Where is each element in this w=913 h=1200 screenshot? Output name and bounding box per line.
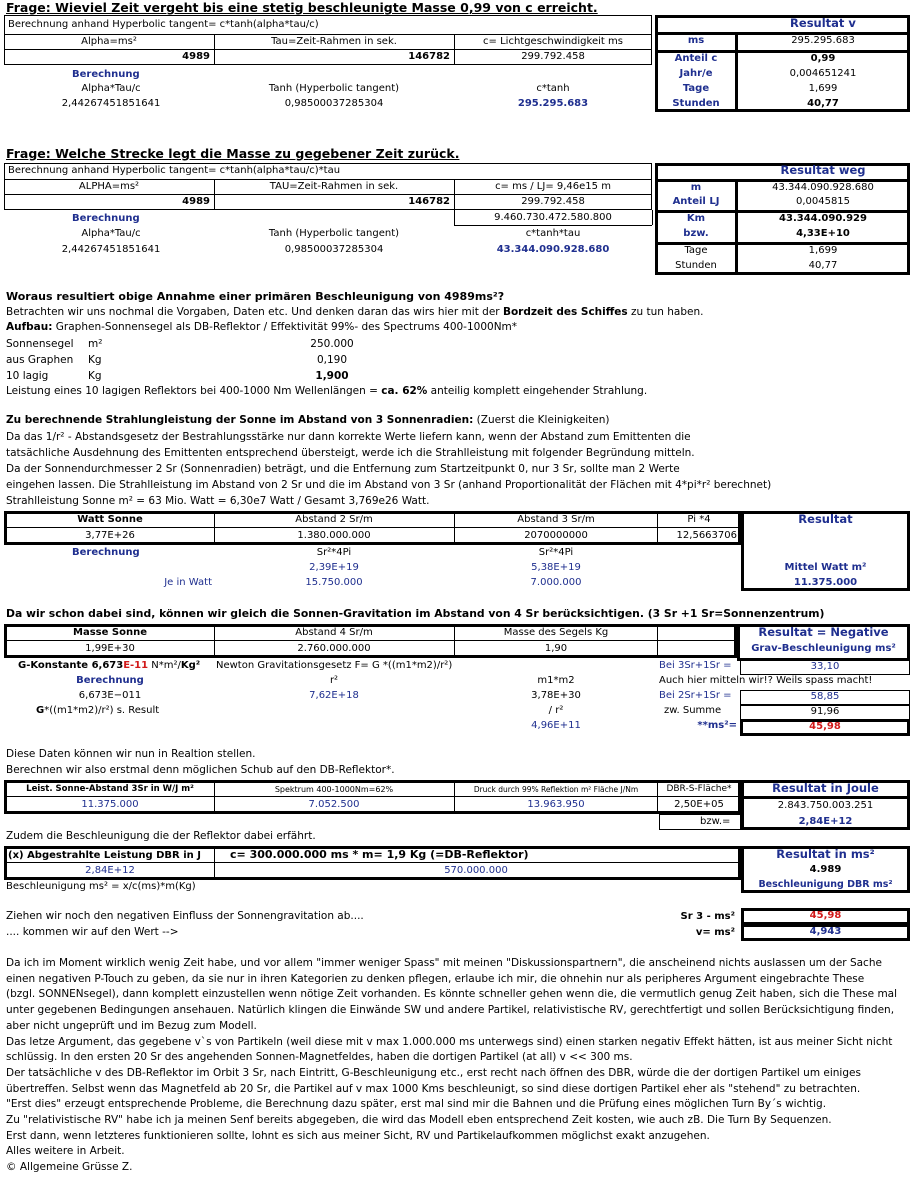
value-abstand-3sr: 2070000000 <box>524 530 588 541</box>
closing-signature: © Allgemeine Grüsse Z. <box>6 1161 133 1174</box>
berechnung-label: Berechnung <box>76 675 144 686</box>
value-abgestrahlt: 2,84E+12 <box>85 865 135 876</box>
intro-text-bordzeit: Bordzeit des Schiffes <box>502 306 628 318</box>
label-tanh: Tanh (Hyperbolic tangent) <box>268 228 400 239</box>
berechnung-label: Berechnung <box>72 69 140 80</box>
reflector-text-c: anteilig komplett eingehender Strahlung. <box>427 385 648 397</box>
value-c: 299.792.458 <box>521 196 585 207</box>
closing-line: aber nicht ungeprüft und im Bezug zum Modell. <box>6 1019 257 1032</box>
divider <box>657 511 658 545</box>
radiation-text: Da das 1/r² - Abstandsgesetz der Bestrahlungsstärke nur dann korrekte Werte liefern kann, wenn der Abstand zum Emittenten die <box>6 431 691 443</box>
result-velocity-title: Resultat v <box>790 17 856 30</box>
header-watt-sonne: Watt Sonne <box>77 514 143 525</box>
header-c: c= Lichtgeschwindigkeit ms <box>483 36 623 47</box>
value-g: 6,673E−011 <box>78 690 142 701</box>
radiation-text: eingehen lassen. Die Strahlleistung im Abstand von 2 Sr und die im Abstand von 3 Sr (anhand Proportionalität der Flächen mit 4*pi*r² berechnet) <box>6 479 772 491</box>
divider <box>214 34 215 65</box>
value-sr2-4pi: 2,39E+19 <box>309 562 359 573</box>
aufbau-label: Aufbau: <box>6 321 53 333</box>
question-acceleration: Woraus resultiert obige Annahme einer primären Beschleunigung von 4989ms²? <box>6 290 505 303</box>
result-label-jahre: Jahr/e <box>679 68 713 79</box>
value-sr3-4pi: 5,38E+19 <box>531 562 581 573</box>
sail-row-unit: Kg <box>88 354 102 366</box>
result-label-anteil: Anteil c <box>674 53 718 64</box>
divider <box>454 179 455 225</box>
value-m1m2: 3,78E+30 <box>531 690 581 701</box>
bei-3sr-label: Bei 3Sr+1Sr = <box>659 660 732 671</box>
joule-result-value: 2.843.750.003.251 <box>777 800 874 811</box>
divider <box>454 624 455 658</box>
header-alpha: ALPHA=ms² <box>78 181 140 192</box>
closing-line: (bzgl. SONNENsegel), dann komplett einzustellen wenn nötige Zeit vorhanden. Es könnte schneller gehen wenn die, die vermutlich genug Zeit haben, sich die These mal <box>6 988 898 1001</box>
closing-line: Da ich im Moment wirklich wenig Zeit habe, und vor allem "immer weniger Spass" mit meinen "Diskussionspartnern", die anscheinend nichts auslassen um der Sache <box>6 957 882 969</box>
header-pi4: Pi *4 <box>687 514 711 525</box>
sail-row-value: 0,190 <box>316 354 348 366</box>
g-constant-kg: Kg² <box>180 660 201 671</box>
mittel-label: Mittel Watt m² <box>784 562 867 573</box>
beschleunigung-dbr-label: Beschleunigung DBR ms² <box>758 879 893 890</box>
divider <box>735 32 738 112</box>
g-constant-unit: N*m²/ <box>148 660 181 671</box>
header-c-mass: c= 300.000.000 ms * m= 1,9 Kg (=DB-Reflektor) <box>230 848 529 861</box>
header-abstand-4sr: Abstand 4 Sr/m <box>295 627 373 638</box>
gravitation-result-title: Resultat = Negative <box>758 626 889 639</box>
label-ctanh: c*tanh <box>536 83 570 94</box>
result-value-tage: 1,699 <box>808 245 838 256</box>
header-abstand-3sr: Abstand 3 Sr/m <box>517 514 595 525</box>
vms-label: v= ms² <box>695 927 735 938</box>
divider <box>4 527 741 528</box>
bzw-value: 2,84E+12 <box>798 816 853 827</box>
result-label-bzw: bzw. <box>683 228 709 239</box>
formula-label: Berechnung anhand Hyperbolic tangent= c*tanh(alpha*tau/c) <box>8 19 319 30</box>
section-radiation <box>0 414 913 594</box>
value-alpha: 4989 <box>182 51 210 62</box>
ms2-result-value: 4.989 <box>809 864 842 875</box>
g-constant-exp: E-11 <box>123 660 149 671</box>
value-druck: 13.963.950 <box>527 799 585 810</box>
value-alpha: 4989 <box>182 196 210 207</box>
header-tau: TAU=Zeit-Rahmen in sek. <box>269 181 399 192</box>
bei-3sr-value: 33,10 <box>810 661 840 672</box>
closing-line: einen negativen P-Touch zu geben, da sie nur in ihren Kategorien zu denken pflegen, erlaube ich mir, die ohnehin nur als peripheres Argument eingebrachte These <box>6 972 865 985</box>
sr3-value: 45,98 <box>809 910 842 921</box>
header-leistung: Leist. Sonne-Abstand 3Sr in W/J m² <box>26 784 194 794</box>
berechnung-label: Berechnung <box>72 213 140 224</box>
header-tau: Tau=Zeit-Rahmen in sek. <box>271 36 397 47</box>
label-sr3-4pi: Sr²*4Pi <box>538 547 574 558</box>
question-radiation-note: (Zuerst die Kleinigkeiten) <box>473 414 610 426</box>
result-value-stunden: 40,77 <box>807 98 839 109</box>
section-gravitation <box>0 608 913 738</box>
label-sr2-4pi: Sr²*4Pi <box>316 547 352 558</box>
bei-2sr-label: Bei 2Sr+1Sr = <box>659 690 732 701</box>
divider <box>4 640 737 641</box>
question-gravitation: Da wir schon dabei sind, können wir gleich die Sonnen-Gravitation im Abstand von 4 Sr berücksichtigen. (3 Sr +1 Sr=Sonnenzentrum) <box>6 607 825 620</box>
zw-summe-label: zw. Summe <box>664 705 722 716</box>
value-abstand-4sr: 2.760.000.000 <box>297 643 371 654</box>
gravitation-result-subtitle: Grav-Beschleunigung ms² <box>751 643 896 654</box>
value-c-mass: 570.000.000 <box>444 865 508 876</box>
berechnung-label: Berechnung <box>72 547 140 558</box>
divider <box>214 780 215 814</box>
value-watt-3sr: 7.000.000 <box>530 577 582 588</box>
value-leistung: 11.375.000 <box>81 799 139 810</box>
result-label-stunden: Stunden <box>675 260 717 271</box>
joule-result-title: Resultat in Joule <box>772 782 879 795</box>
radiation-text: Da der Sonnendurchmesser 2 Sr (Sonnenradien) beträgt, und die Entfernung zum Startzeitpunkt 0, nur 3 Sr, sollte man 2 Werte <box>6 463 680 475</box>
zudem-text: Zudem die Beschleunigung die der Reflektor dabei erfährt. <box>6 830 316 842</box>
intro-text-a: Betrachten wir uns nochmal die Vorgaben, Daten etc. Und denken daran das wirs hier mit der <box>6 306 503 318</box>
sr3-label: Sr 3 - ms² <box>680 911 735 922</box>
value-c: 299.792.458 <box>521 51 585 62</box>
value-r2: 7,62E+18 <box>309 690 359 701</box>
header-c-lj: c= ms / LJ= 9,46e15 m <box>495 181 611 192</box>
sail-row-label: aus Graphen <box>6 354 74 366</box>
question-velocity: Frage: Wieviel Zeit vergeht bis eine stetig beschleunigte Masse 0,99 von c erreicht. <box>6 0 598 15</box>
ms2-result-title: Resultat in ms² <box>776 848 875 861</box>
bzw-label: bzw.= <box>700 816 731 827</box>
result-value-tage: 1,699 <box>808 83 838 94</box>
value-watt-sonne: 3,77E+26 <box>85 530 135 541</box>
aufbau-line <box>6 321 517 334</box>
divider <box>214 624 215 658</box>
closing-line: Der tatsächliche v des DB-Reflektor im Orbit 3 Sr, nach Eintritt, G-Beschleunigung etc., erst recht nach öffnen des DBR, würde die der dortigen Partikel um einiges <box>6 1066 861 1079</box>
value-watt-2sr: 15.750.000 <box>305 577 363 588</box>
g-constant-text: G-Konstante 6,673 <box>18 660 124 671</box>
ms2-value: 45,98 <box>809 721 841 732</box>
value-spektrum: 7.052.500 <box>308 799 360 810</box>
divider <box>214 179 215 210</box>
sail-row-value: 1,900 <box>315 370 349 382</box>
header-abstand-2sr: Abstand 2 Sr/m <box>295 514 373 525</box>
radiation-result-title: Resultat <box>798 513 853 526</box>
divider <box>454 511 455 545</box>
divider <box>657 624 658 658</box>
result-value-m: 43.344.090.928.680 <box>772 182 874 193</box>
value-ctanh: 295.295.683 <box>517 98 589 109</box>
divider <box>214 846 215 880</box>
value-abstand-2sr: 1.380.000.000 <box>297 530 371 541</box>
value-alpha-tau: 2,44267451851641 <box>61 98 161 109</box>
g-constant-label <box>18 659 200 673</box>
header-dbr-flaeche: DBR-S-Fläche* <box>666 784 732 794</box>
reflector-text-a: Leistung eines 10 lagigen Reflektors bei 400-1000 Nm Wellenlängen = <box>6 385 382 397</box>
label-tanh: Tanh (Hyperbolic tangent) <box>268 83 400 94</box>
divider <box>454 225 652 226</box>
divider <box>454 34 455 65</box>
section-thrust <box>0 748 913 948</box>
kommen-text: .... kommen wir auf den Wert --> <box>6 926 179 938</box>
closing-line: unter gegebenen Bedingungen ansehauen. Natürlich klingen die Einwände SW und andere Partikel, relativistische RV, gerechtfertigt und sollen Berücksichtigung finden, <box>6 1004 895 1017</box>
intro-line <box>6 306 703 319</box>
radiation-text: Strahlleistung Sonne m² = 63 Mio. Watt = 6,30e7 Watt / Gesamt 3,769e26 Watt. <box>6 495 430 507</box>
divider <box>652 210 653 225</box>
closing-line: übertreffen. Selbst wenn das Magnetfeld ab 20 Sr, die Partikel auf v max 1000 Kms beschleunigt, so sind diese dortigen Partikel eher als "stehend" zu betrachten. <box>6 1082 861 1095</box>
reflector-line <box>6 385 647 398</box>
radiation-text: tatsächliche Ausdehnung des Emittenten entsprechend übersteigt, werde ich die Strahlleistung mit folgender Begründung mitteln. <box>6 447 695 459</box>
closing-line: Erst dann, wenn letzteres funktionieren sollte, lohnt es sich aus meiner Sicht, RV und Partikelaufkommen möglichst exakt anzugehen. <box>6 1129 710 1142</box>
result-value-stunden: 40,77 <box>808 260 838 271</box>
header-abgestrahlt: (x) Abgestrahlte Leistung DBR in J <box>8 850 201 861</box>
result-label-m: m <box>690 182 702 193</box>
value-dbr-flaeche: 2,50E+05 <box>674 799 724 810</box>
result-label-ms: ms <box>687 35 705 46</box>
divider <box>214 511 215 545</box>
result-value-bzw: 4,33E+10 <box>796 228 850 239</box>
intro-text-c: zu tun haben. <box>627 306 704 318</box>
value-tanh: 0,98500037285304 <box>284 98 384 109</box>
closing-line: schlüssig. In den ersten 20 Sr des angehenden Sonnen-Magnetfeldes, haben die dortigen Partikel (at all) v << 300 ms. <box>6 1051 633 1064</box>
newton-law-label: Newton Gravitationsgesetz F= G *((m1*m2)/r²) <box>216 660 453 671</box>
ms2-label: **ms²= <box>697 720 737 731</box>
thrust-intro: Diese Daten können wir nun in Realtion stellen. <box>6 748 256 760</box>
question-radiation <box>6 414 610 427</box>
zw-summe-value: 91,96 <box>810 706 840 717</box>
header-alpha: Alpha=ms² <box>81 36 137 47</box>
je-in-watt-label: Je in Watt <box>164 577 212 588</box>
result-label-km: Km <box>686 213 706 224</box>
g-result-label <box>36 704 159 718</box>
result-label-tage: Tage <box>682 83 710 94</box>
value-tanh: 0,98500037285304 <box>284 244 384 255</box>
header-spektrum: Spektrum 400-1000Nm=62% <box>274 785 394 794</box>
value-tau: 146782 <box>408 196 450 207</box>
header-masse-segel: Masse des Segels Kg <box>503 627 609 638</box>
question-radiation-bold: Zu berechnende Strahlungleistung der Sonne im Abstand von 3 Sonnenradien: <box>6 414 474 426</box>
vms-value: 4,943 <box>809 926 842 937</box>
result-label-tage: Tage <box>684 245 708 256</box>
reflector-text-percent: ca. 62% <box>381 385 428 397</box>
label-ctanh-tau: c*tanh*tau <box>525 228 581 239</box>
value-lj: 9.460.730.472.580.800 <box>494 212 612 223</box>
closing-line: Das letze Argument, das gegebene v`s von Partikeln (weil diese mit v max 1.000.000 ms unterwegs sind) einen starken negativ Effekt hätten, ist aus meiner Sicht nicht <box>6 1035 893 1048</box>
sail-row-value: 250.000 <box>310 338 354 350</box>
header-masse-sonne: Masse Sonne <box>73 627 147 638</box>
mitteln-note: Auch hier mitteln wir!? Weils spass macht! <box>659 675 873 686</box>
result-value-jahre: 0,004651241 <box>789 68 857 79</box>
result-value-anteil-lj: 0,0045815 <box>795 196 851 207</box>
formula-label: Berechnung anhand Hyperbolic tangent= c*tanh(alpha*tau/c)*tau <box>8 165 341 176</box>
value-pi4: 12,5663706 <box>676 530 737 541</box>
beschleunigung-formula: Beschleunigung ms² = x/c(ms)*m(Kg) <box>6 881 196 892</box>
value-masse-sonne: 1,99E+30 <box>85 643 135 654</box>
label-div-r2: / r² <box>548 705 564 716</box>
section-distance <box>0 146 913 276</box>
closing-line: "Erst dies" erzeugt entsprechende Probleme, die Berechnung dazu später, erst mal sind mir die Bahnen und die Prüfung eines möglichen Turn By´s wichtig. <box>6 1098 827 1111</box>
value-tau: 146782 <box>408 51 450 62</box>
sail-row-unit: m² <box>88 338 103 350</box>
g-result-g: G <box>36 705 45 716</box>
result-value-anteil: 0,99 <box>810 53 836 64</box>
mittel-value: 11.375.000 <box>793 577 858 588</box>
bei-2sr-value: 58,85 <box>810 691 840 702</box>
sail-row-label: Sonnensegel <box>6 338 74 350</box>
sail-row-label: 10 lagig <box>6 370 49 382</box>
result-label-stunden: Stunden <box>672 98 720 109</box>
label-alpha-tau: Alpha*Tau/c <box>81 83 141 94</box>
divider <box>454 780 455 814</box>
label-r2: r² <box>329 675 339 686</box>
section-acceleration-origin <box>0 290 913 400</box>
result-value-km: 43.344.090.929 <box>779 213 867 224</box>
closing-line: Zu "relativistische RV" habe ich ja meinen Senf bereits abgegeben, die wird das Modell eben entsprechend Zeit kosten, wie auch zB. Die Turn By Sequenzen. <box>6 1114 832 1127</box>
header-druck: Druck durch 99% Reflektion m² Fläche J/Nm <box>473 785 639 794</box>
result-distance-title: Resultat weg <box>780 164 866 177</box>
ziehen-text: Ziehen wir noch den negativen Einfluss der Sonnengravitation ab.... <box>6 910 364 922</box>
value-div-r2: 4,96E+11 <box>531 720 581 731</box>
closing-line: Alles weitere in Arbeit. <box>6 1145 125 1158</box>
value-masse-segel: 1,90 <box>544 643 568 654</box>
aufbau-text: Graphen-Sonnensegel als DB-Reflektor / Effektivität 99%- des Spectrums 400-1000Nm* <box>52 321 518 333</box>
divider <box>657 780 658 814</box>
section-velocity <box>0 0 913 120</box>
value-ctanh-tau: 43.344.090.928.680 <box>496 244 610 255</box>
question-distance: Frage: Welche Strecke legt die Masse zu gegebener Zeit zurück. <box>6 146 460 161</box>
sail-row-unit: Kg <box>88 370 102 382</box>
thrust-intro: Berechnen wir also erstmal denn möglichen Schub auf den DB-Reflektor*. <box>6 764 395 776</box>
result-label-anteil-lj: Anteil LJ <box>672 196 720 207</box>
label-alpha-tau: Alpha*Tau/c <box>81 228 141 239</box>
value-alpha-tau: 2,44267451851641 <box>61 244 161 255</box>
divider <box>735 179 738 275</box>
closing-remarks <box>6 956 906 1176</box>
g-result-text: *((m1*m2)/r²) s. Result <box>44 705 160 716</box>
label-m1m2: m1*m2 <box>537 675 575 686</box>
result-value-ms: 295.295.683 <box>791 35 855 46</box>
